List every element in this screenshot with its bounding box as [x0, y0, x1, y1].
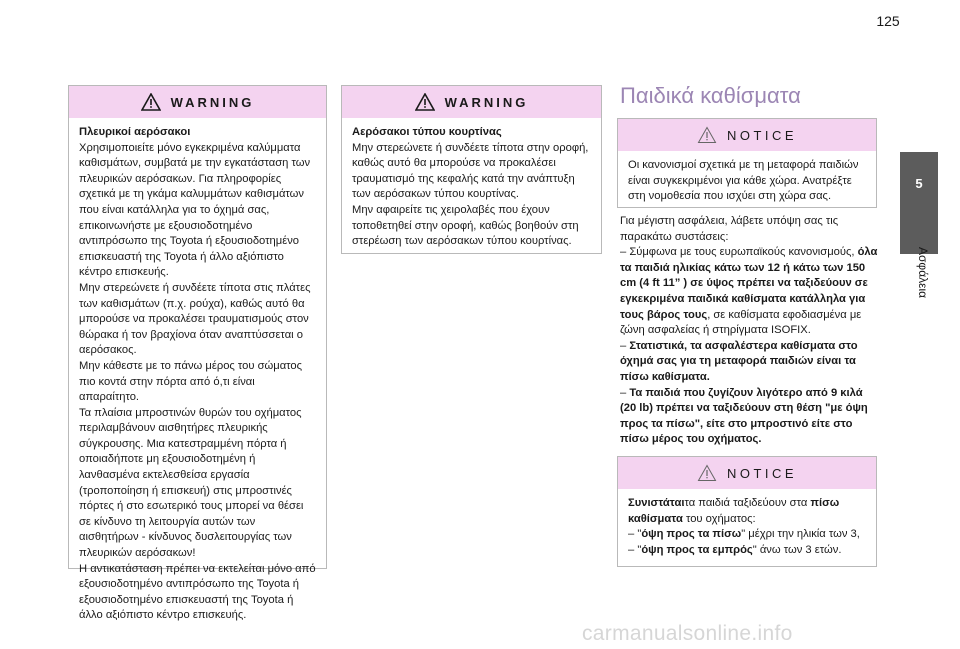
watermark: carmanualsonline.info — [582, 622, 793, 645]
warning-heading: WARNING — [170, 94, 255, 110]
notice-header — [618, 457, 876, 489]
section-title: Παιδικά καθίσματα — [620, 83, 801, 108]
warning-paragraph: Χρησιμοποιείτε μόνο εγκεκριμένα καλύμματα καθισμάτων, συμβατά με την εγκατάσταση των πλευρικών αερόσακων. Για πληροφορίες σχετικά με τη γκάμα καλυμμάτων καθισμάτων που είναι κατάλληλα για το όχημά σας, επικοινωνήστε με εξουσιοδοτημένο αντιπρόσωπο της Toyota ή εξουσιοδοτημένο επισκευαστή της Toyota ή άλλο αξιόπιστο κέντρο επισκευής. — [79, 141, 311, 279]
warning-triangle-icon — [415, 93, 435, 111]
warning-title: Πλευρικοί αερόσακοι — [79, 126, 191, 138]
warning-paragraph: Μην κάθεστε με το πάνω μέρος του σώματος πιο κοντά στην πόρτα από ό,τι είναι απαραίτητο. — [79, 359, 303, 404]
notice-triangle-icon — [697, 126, 717, 144]
warning-box-side-airbags — [68, 85, 327, 622]
warning-paragraph: Η αντικατάσταση πρέπει να εκτελείται μόνο από εξουσιοδοτημένο αντιπρόσωπο της Toyota ή εξουσιοδοτημένο επισκευαστή της Toyota ή άλλο αξιόπιστο κέντρο επισκευής. — [79, 562, 316, 622]
warning-heading: WARNING — [444, 94, 529, 110]
warning-paragraph: Τα πλαίσια μπροστινών θυρών του οχήματος περιλαμβάνουν αισθητήρες πλευρικής σύγκρουσης. Μια κατεστραμμένη πόρτα ή οποιαδήποτε μη εξουσιοδοτημένη ή λανθασμένα εκτελεσθείσα εργασία (τροποποίηση ή επισκευή) στις μπροστινές πόρτες ή στο εσωτερικό τους μπορεί να θέσει σε κίνδυνο τη λειτουργία αυτών των αισθητήρων - κίνδυνος δυσλειτουργίας των πλευρικών αερόσακων! — [79, 406, 304, 560]
warning-header — [69, 86, 326, 118]
warning-paragraph: Μην αφαιρείτε τις χειρολαβές που έχουν τοποθετηθεί στην οροφή, καθώς βοηθούν στη στερέωση των αερόσακων τύπου κουρτίνας. — [352, 203, 579, 248]
notice-heading: NOTICE — [726, 465, 798, 481]
warning-title: Αερόσακοι τύπου κουρτίνας — [352, 126, 502, 138]
warning-triangle-icon — [141, 93, 161, 111]
child-seat-recommendations — [620, 214, 880, 448]
notice-heading: NOTICE — [726, 127, 798, 143]
notice-list-item: – "όψη προς τα εμπρός" άνω των 3 ετών. — [628, 543, 842, 556]
notice-triangle-icon — [697, 464, 717, 482]
warning-header — [342, 86, 601, 118]
notice-text: Οι κανονισμοί σχετικά με τη μεταφορά παιδιών είναι συγκεκριμένοι για κάθε χώρα. Ανατρέξτε στη νομοθεσία που ισχύει στη χώρα σας. — [628, 159, 859, 203]
notice-box-rear-seats — [617, 456, 877, 567]
chapter-label: Ασφάλεια — [916, 247, 930, 299]
notice-list-item: – "όψη προς τα πίσω" μέχρι την ηλικία των 3, — [628, 528, 860, 541]
intro-text: Για μέγιστη ασφάλεια, λάβετε υπόψη σας τις παρακάτω συστάσεις: — [620, 215, 839, 243]
notice-text: Συνιστάταιτα παιδιά ταξιδεύουν στα πίσω καθίσματα του οχήματος: — [628, 497, 840, 525]
recommendation-item: – Σύμφωνα με τους ευρωπαϊκούς κανονισμούς, όλα τα παιδιά ηλικίας κάτω των 12 ή κάτω των 150 cm (4 ft 11” ) σε ύψος πρέπει να ταξιδεύουν σε εγκεκριμένα παιδικά καθίσματα κατάλληλα για τους βάρος τους, σε καθίσματα εφοδιασμένα με ζώνη ασφαλείας ή στηρίγματα ISOFIX. — [620, 246, 878, 337]
notice-box-regulations — [617, 118, 877, 208]
recommendation-item: – Στατιστικά, τα ασφαλέστερα καθίσματα στο όχημά σας για τη μεταφορά παιδιών είναι τα πίσω καθίσματα. — [620, 339, 858, 383]
chapter-number: 5 — [915, 176, 923, 191]
notice-header — [618, 119, 876, 151]
warning-paragraph: Μην στερεώνετε ή συνδέετε τίποτα στην οροφή, καθώς αυτό θα μπορούσε να προκαλέσει τραυματισμό της κεφαλής κατά την ανάπτυξη των αερόσακων τύπου κουρτίνας. — [352, 141, 589, 201]
page-number: 125 — [876, 13, 900, 29]
chapter-tab — [900, 152, 938, 254]
recommendation-item: – Τα παιδιά που ζυγίζουν λιγότερο από 9 κιλά (20 lb) πρέπει να ταξιδεύουν στη θέση "με όψη προς τα πίσω", είτε στο μπροστινό είτε στο πίσω μέρος του οχήματος. — [620, 386, 868, 446]
warning-paragraph: Μην στερεώνετε ή συνδέετε τίποτα στις πλάτες των καθισμάτων (π.χ. ρούχα), καθώς αυτό θα μπορούσε να προκαλέσει τραυματισμούς στον θώρακα ή τον βραχίονα όταν αναπτύσσεται ο αερόσακος. — [79, 281, 311, 357]
warning-box-curtain-airbags — [341, 85, 602, 254]
